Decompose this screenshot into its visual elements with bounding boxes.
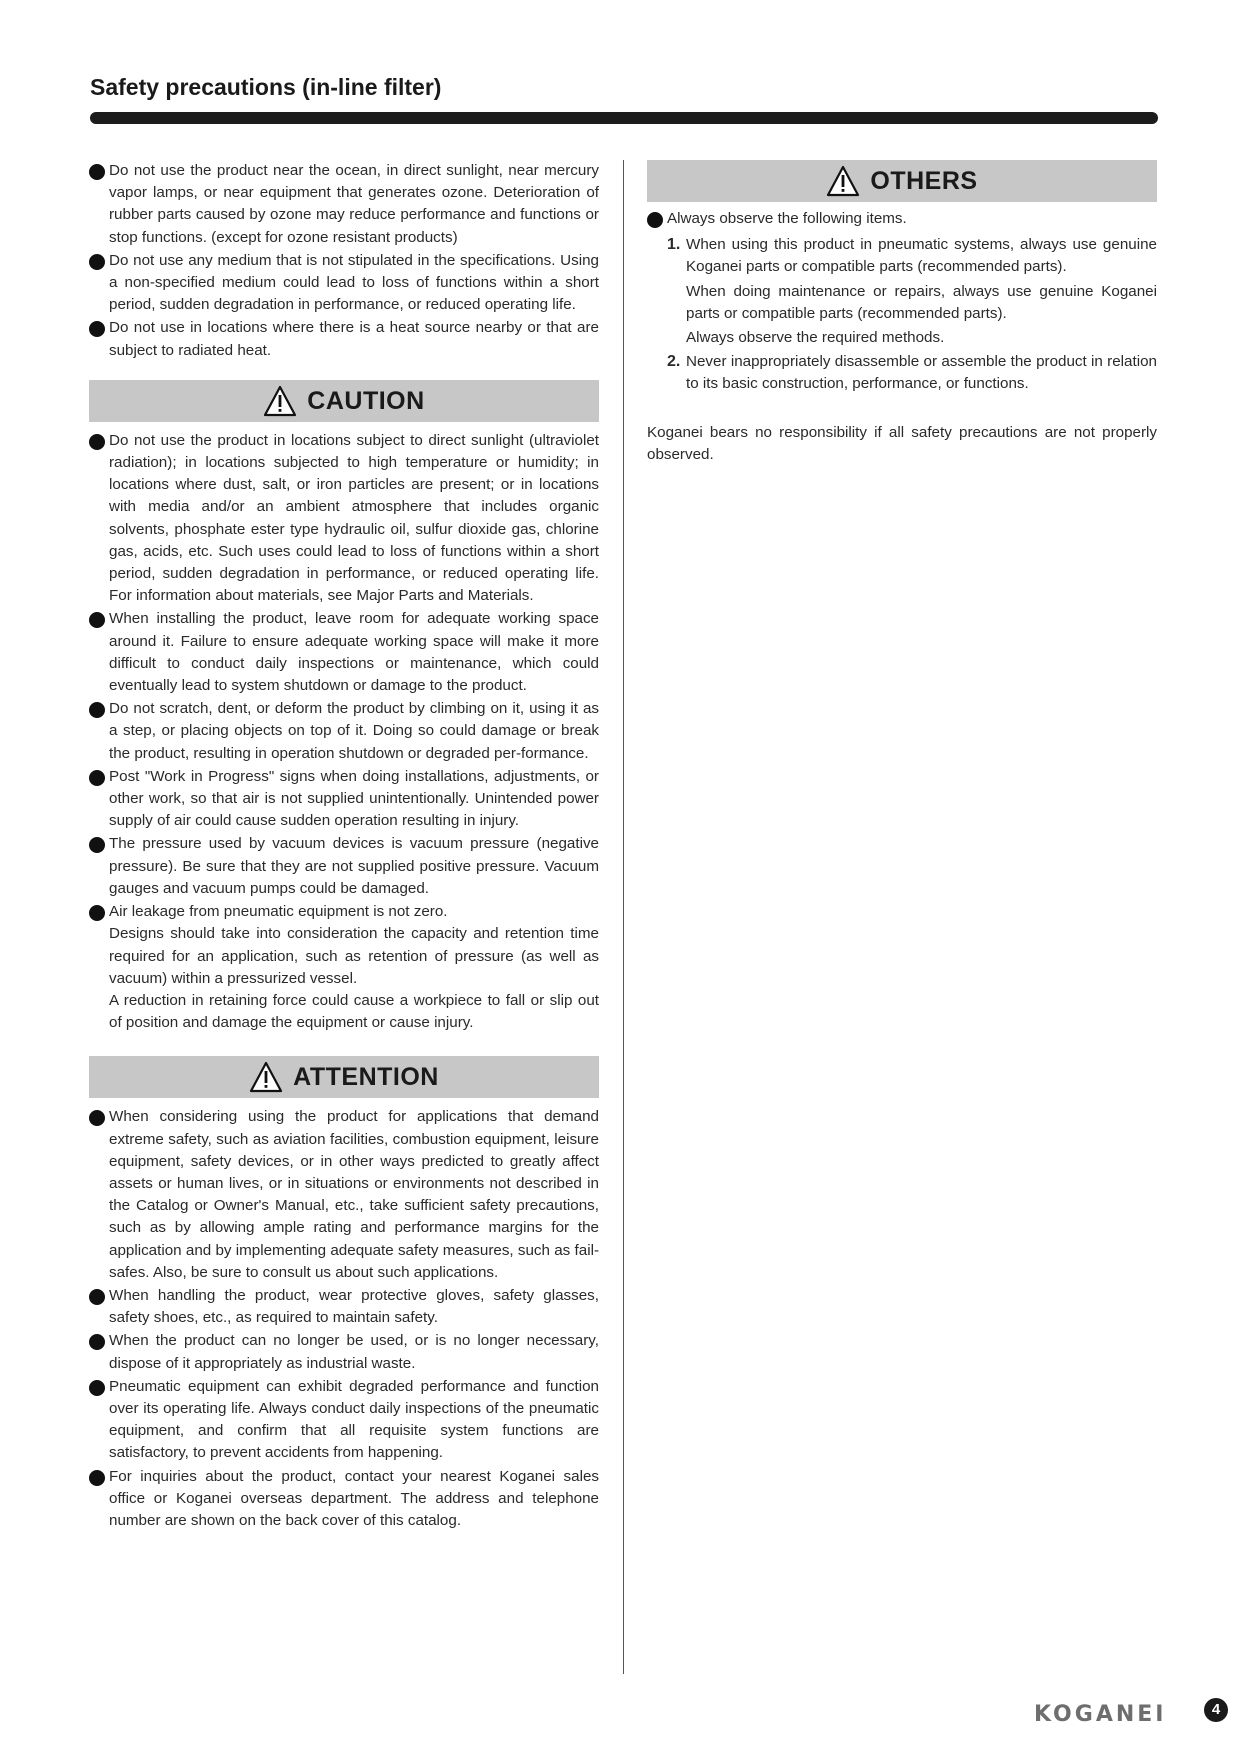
item-text: The pressure used by vacuum devices is vacuum pressure (negative pressure). Be sure that they are not supplied positive pressure. Vacuum gauges and vacuum pumps could be damaged. [109,835,599,897]
attention-list [89,1106,599,1532]
item-text: When using this product in pneumatic systems, always use genuine Koganei parts or compatible parts (recommended parts). [686,236,1157,276]
item-text: A reduction in retaining force could cause a workpiece to fall or slip out of position and damage the equipment or cause injury. [109,991,599,1032]
item-text: Do not scratch, dent, or deform the product by climbing on it, using it as a step, or placing objects on top of it. Doing so could damage or break the product, resulting in operation shutdown or degraded per-formance. [109,700,599,762]
page-title: Safety precautions (in-line filter) [90,74,442,100]
warning-triangle-icon [826,165,860,197]
list-item [89,1466,599,1533]
item-text: Do not use any medium that is not stipulated in the specifications. Using a non-specified medium could lead to loss of functions within a short period, sudden degradation in performance, or reduced operating life. [109,251,599,314]
attention-banner [89,1056,599,1098]
list-item [89,1376,599,1465]
list-item [89,1106,599,1284]
list-item [89,1285,599,1329]
item-text: Air leakage from pneumatic equipment is not zero. [109,903,448,921]
responsibility-note: Koganei bears no responsibility if all safety precautions are not properly observed. [647,423,1157,463]
item-text: For inquiries about the product, contact your nearest Koganei sales office or Koganei overseas department. The address and telephone number are shown on the back cover of this catalog. [109,1467,599,1529]
koganei-logo: KOGANEI [1034,1702,1167,1727]
page-number: 4 [1204,1698,1228,1722]
item-text: Pneumatic equipment can exhibit degraded performance and function over its operating life. Always conduct daily inspections of the pneumatic equipment, and confirm that all requisite system functions are satisfactory, to prevent accidents from happening. [109,1377,599,1462]
left-column [89,160,599,1533]
column-divider [623,160,624,1674]
right-column [647,160,1157,481]
list-item [89,430,599,608]
numbered-item [667,351,1157,395]
item-text: Always observe the required methods. [686,329,945,347]
item-text: Do not use the product in locations subject to direct sunlight (ultraviolet radiation); in locations subjected to high temperature or humidity; in locations where dust, salt, or iron particles are present; or in locations with media and/or an ambient atmosphere that includes organic solvents, phosphate ester type hydraulic oil, sulfur dioxide gas, chlorine gas, acids, etc. Such uses could lead to loss of functions within a short period, sudden degradation in performance, or reduced operating life. For information about materials, see Major Parts and Materials. [109,431,599,605]
list-item [89,608,599,697]
numbered-item [667,234,1157,349]
list-item [89,833,599,900]
item-text: When the product can no longer be used, or is no longer necessary, dispose of it appropriately as industrial waste. [109,1332,599,1372]
list-item [89,160,599,249]
item-text: When doing maintenance or repairs, always use genuine Koganei parts or compatible parts (recommended parts). [686,282,1157,322]
warning-triangle-icon [263,385,297,417]
list-item [89,901,599,1034]
list-item [89,766,599,833]
item-text: When installing the product, leave room for adequate working space around it. Failure to ensure adequate working space will make it more difficult to conduct daily inspections or maintenance, which could eventually lead to system shutdown or damage to the product. [109,610,599,695]
item-text: When considering using the product for applications that demand extreme safety, such as aviation facilities, combustion equipment, leisure equipment, safety devices, or in other ways predicted to greatly affect assets or human lives, or in situations or environments not described in the Catalog or Owner's Manual, etc., take sufficient safety precautions, such as by allowing ample rating and performance margins for the application and by implementing adequate safety measures, such as fail-safes. Also, be sure to consult us about such applications. [109,1108,599,1281]
caution-banner [89,380,599,422]
others-banner [647,160,1157,202]
item-number: 1. [667,236,681,254]
item-text: Always observe the following items. [667,210,907,227]
list-item [89,250,599,317]
item-text: Never inappropriately disassemble or assemble the product in relation to its basic construction, performance, or functions. [686,353,1157,393]
list-item [647,208,1157,230]
item-text: Designs should take into consideration the capacity and retention time required for an application, such as retention of pressure (as well as vacuum) within a pressurized vessel. [109,925,599,987]
item-text: Do not use in locations where there is a heat source nearby or that are subject to radiated heat. [109,319,599,359]
others-title: OTHERS [870,166,978,195]
others-numbered-list [647,234,1157,395]
title-rule [90,112,1158,124]
caution-title: CAUTION [307,386,425,415]
caution-section [89,380,599,1034]
item-text: When handling the product, wear protective gloves, safety glasses, safety shoes, etc., as required to maintain safety. [109,1286,599,1327]
intro-list [89,160,599,362]
warning-triangle-icon [249,1061,283,1093]
attention-title: ATTENTION [293,1063,439,1092]
list-item [89,698,599,765]
attention-section [89,1056,599,1532]
others-list [647,208,1157,230]
item-number: 2. [667,353,681,371]
list-item [89,317,599,361]
item-text: Post "Work in Progress" signs when doing installations, adjustments, or other work, so that air is not supplied unintentionally. Unintended power supply of air could cause sudden operation resulting in injury. [109,767,599,830]
item-text: Do not use the product near the ocean, in direct sunlight, near mercury vapor lamps, or near equipment that generates ozone. Deterioration of rubber parts caused by ozone may reduce performance and functions or stop functions. (except for ozone resistant products) [109,162,599,246]
caution-list [89,430,599,1034]
list-item [89,1330,599,1374]
